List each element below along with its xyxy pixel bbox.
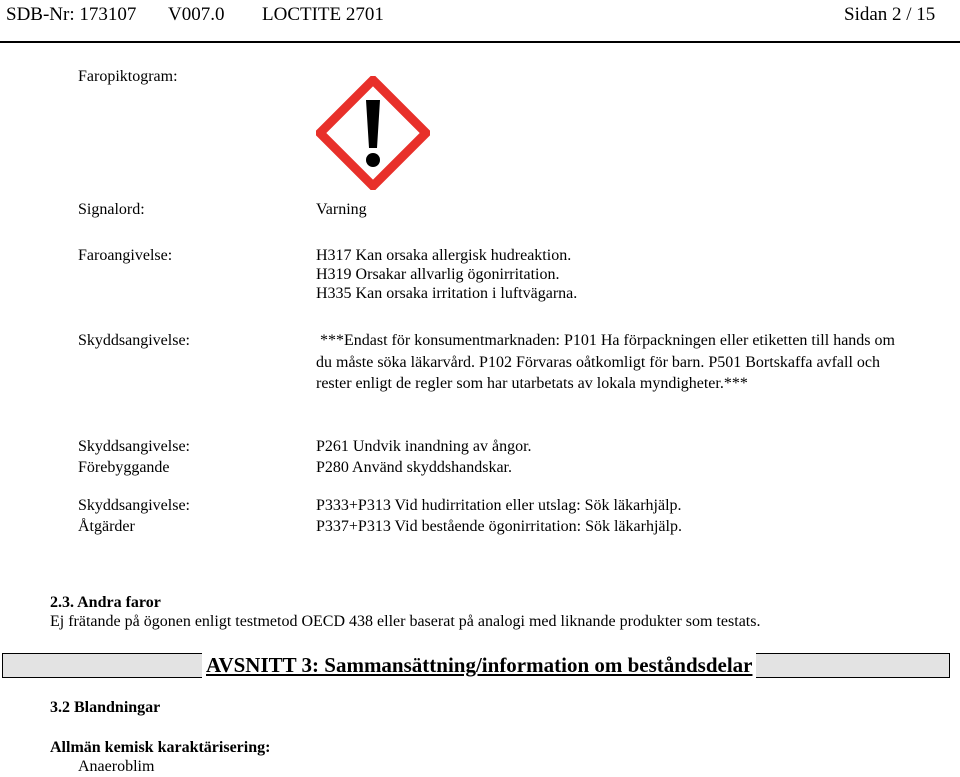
precaution-response-label: Skyddsangivelse: — [78, 497, 190, 514]
mixtures-heading: 3.2 Blandningar — [50, 699, 161, 716]
precaution-general-label: Skyddsangivelse: — [78, 332, 190, 349]
precaution-p337: P337+P313 Vid bestående ögonirritation: Sök läkarhjälp. — [316, 518, 682, 535]
version: V007.0 — [168, 4, 225, 25]
section3-title: AVSNITT 3: Sammansättning/information om beståndsdelar — [202, 653, 756, 678]
precaution-prevention-sublabel: Förebyggande — [78, 459, 170, 476]
sdb-number: SDB-Nr: 173107 — [6, 4, 137, 25]
precaution-prevention-label: Skyddsangivelse: — [78, 438, 190, 455]
precaution-p280: P280 Använd skyddshandskar. — [316, 459, 512, 476]
other-hazards-heading: 2.3. Andra faror — [50, 594, 161, 611]
hazard-label: Faroangivelse: — [78, 247, 173, 264]
hazard-h335: H335 Kan orsaka irritation i luftvägarna. — [316, 285, 578, 302]
precaution-response-sublabel: Åtgärder — [78, 518, 135, 535]
precaution-p261: P261 Undvik inandning av ångor. — [316, 438, 532, 455]
pictogram-label: Faropiktogram: — [78, 68, 178, 85]
chem-characterization-label: Allmän kemisk karaktärisering: — [50, 739, 271, 756]
page-number: Sidan 2 / 15 — [844, 4, 936, 25]
signal-word-value: Varning — [316, 201, 367, 218]
hazard-h317: H317 Kan orsaka allergisk hudreaktion. — [316, 247, 572, 264]
chem-characterization-value: Anaeroblim — [78, 758, 155, 775]
exclamation-mark-hazard-icon — [316, 76, 430, 190]
header-divider — [0, 41, 960, 43]
precaution-general-line: rester enligt de regler som har utarbetats av lokala myndigheter.*** — [316, 375, 748, 392]
signal-word-label: Signalord: — [78, 201, 145, 218]
precaution-general-line: ***Endast för konsumentmarknaden: P101 Ha förpackningen eller etiketten till hands om — [316, 332, 895, 349]
precaution-general-line: du måste söka läkarvård. P102 Förvaras oåtkomligt för barn. P501 Bortskaffa avfall och — [316, 354, 881, 371]
precaution-p333: P333+P313 Vid hudirritation eller utslag: Sök läkarhjälp. — [316, 497, 682, 514]
other-hazards-text: Ej frätande på ögonen enligt testmetod OECD 438 eller baserat på analogi med liknande produkter som testats. — [50, 613, 761, 630]
hazard-h319: H319 Orsakar allvarlig ögonirritation. — [316, 266, 560, 283]
product-name: LOCTITE 2701 — [262, 4, 384, 25]
